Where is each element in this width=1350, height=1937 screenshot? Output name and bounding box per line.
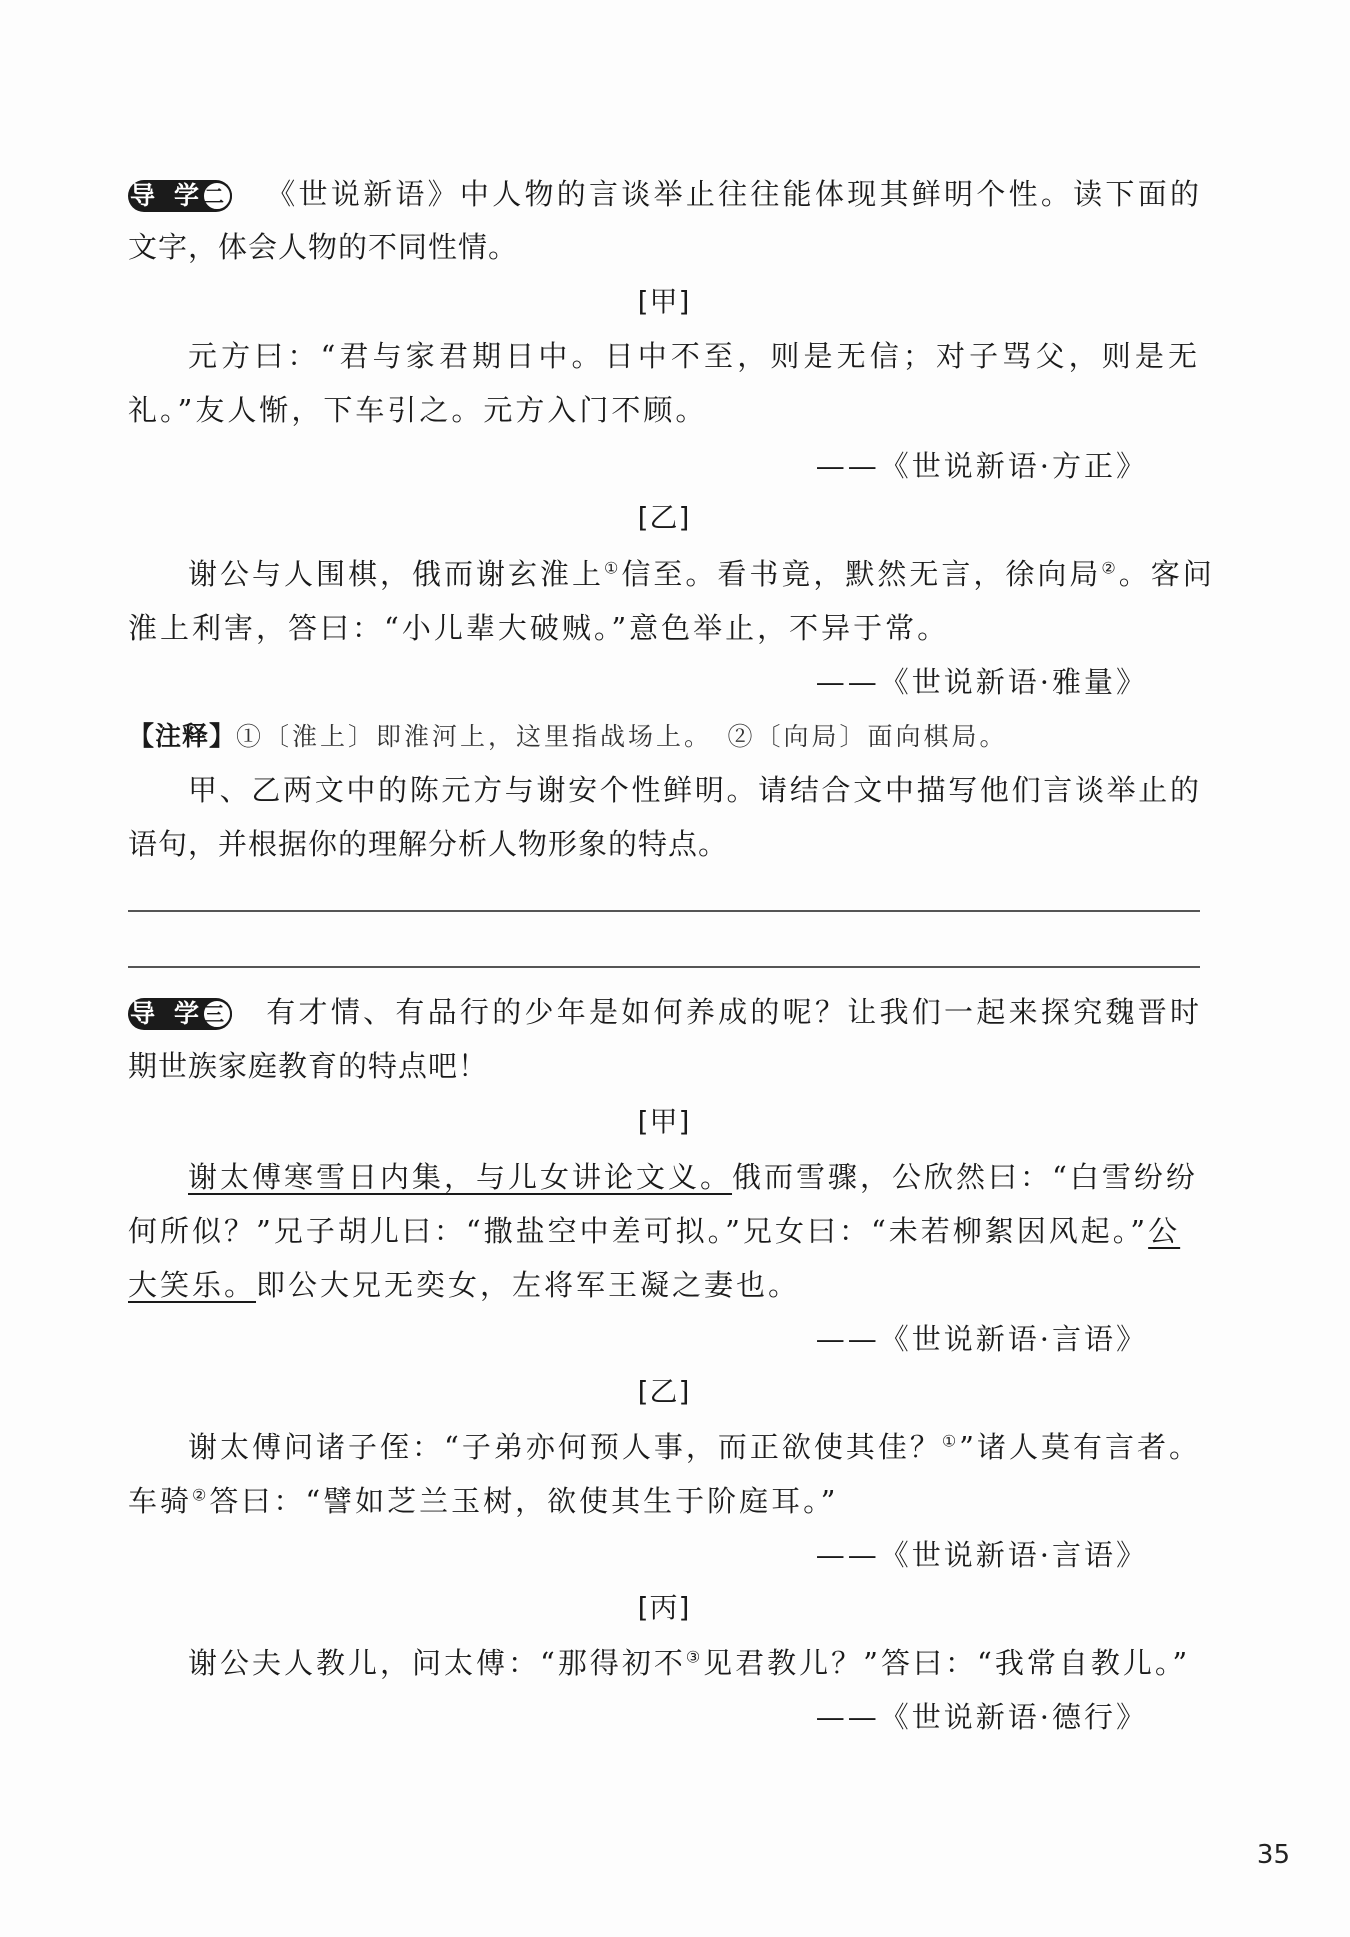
badge-number: 二 (202, 181, 232, 211)
footnote-ref-3: ③ (685, 1647, 704, 1667)
section2-note (128, 717, 1200, 755)
footnote-ref-1: ① (604, 558, 622, 578)
section2-jia-source: ——《世说新语·方正》 (815, 449, 1148, 483)
badge-number: 三 (202, 999, 232, 1029)
section3-yi-line2 (128, 1483, 1200, 1519)
section3-bing-line1 (188, 1645, 1200, 1681)
section2-yi-source: ——《世说新语·雅量》 (815, 665, 1148, 699)
section2-yi-line1 (188, 556, 1215, 592)
underlined-sentence-2-end: 大笑乐。 (128, 1268, 257, 1302)
footnote-ref-2: ② (192, 1485, 210, 1505)
section3-jia-label: [甲] (637, 1105, 691, 1138)
section2-yi-line1-a: 谢公与人围棋，俄而谢玄淮上 (188, 557, 605, 591)
section3-jia-line3-rest: 即公大兄无奕女，左将军王凝之妻也。 (256, 1268, 801, 1302)
section3-yi-line2-b: 答曰：“譬如芝兰玉树，欲使其生于阶庭耳。” (209, 1484, 839, 1518)
section3-yi-line2-a: 车骑 (128, 1484, 193, 1518)
section3-intro-text1: 有才情、有品行的少年是如何养成的呢？让我们一起来探究魏晋时 (264, 995, 1200, 1029)
section3-yi-line1 (188, 1429, 1200, 1465)
section2-jia-label: [甲] (637, 285, 691, 318)
section3-bing-label: [丙] (637, 1591, 691, 1624)
section3-bing-line1-a: 谢公夫人教儿，问太傅：“那得初不 (188, 1646, 686, 1680)
page-number: 35 (1256, 1840, 1290, 1870)
section2-yi-line1-c: 。客问 (1118, 557, 1215, 591)
section3-jia-line1 (188, 1159, 1200, 1195)
section3-jia-line3 (128, 1267, 1200, 1303)
badge-label: 导学 (130, 999, 200, 1028)
section3-jia-source: ——《世说新语·言语》 (815, 1322, 1148, 1356)
underlined-sentence-1: 谢太傅寒雪日内集，与儿女讲论文义。 (188, 1160, 733, 1194)
section3-intro-line2: 期世族家庭教育的特点吧！ (128, 1049, 489, 1083)
section2-intro-line2: 文字，体会人物的不同性情。 (128, 230, 519, 264)
badge-label: 导学 (130, 181, 200, 210)
section3-jia-line2 (128, 1213, 1200, 1249)
section3-badge (128, 996, 236, 1032)
footnote-ref-1: ① (941, 1431, 960, 1451)
section3-yi-source: ——《世说新语·言语》 (815, 1538, 1148, 1572)
answer-line-2[interactable] (128, 966, 1200, 968)
section3-yi-label: [乙] (637, 1375, 691, 1408)
section2-yi-line2: 淮上利害，答曰：“小儿辈大破贼。”意色举止，不异于常。 (128, 611, 950, 645)
section3-jia-line2-a: 何所似？”兄子胡儿曰：“撒盐空中差可拟。”兄女曰：“未若柳絮因风起。” (128, 1214, 1149, 1248)
section2-intro-text1: 《世说新语》中人物的言谈举止往往能体现其鲜明个性。读下面的 (264, 177, 1200, 211)
answer-line-1[interactable] (128, 910, 1200, 912)
section3-bing-line1-b: 见君教儿？”答曰：“我常自教儿。” (703, 1646, 1191, 1680)
section2-yi-label: [乙] (637, 501, 691, 534)
section2-jia-line2: 礼。”友人惭，下车引之。元方入门不顾。 (128, 393, 708, 427)
section2-question-line2: 语句，并根据你的理解分析人物形象的特点。 (128, 827, 729, 861)
section3-intro-line1 (128, 994, 1200, 1032)
section2-jia-line1: 元方曰：“君与家君期日中。日中不至，则是无信；对子骂父，则是无 (188, 339, 1200, 373)
section3-yi-line1-a: 谢太傅问诸子侄：“子弟亦何预人事，而正欲使其佳？ (188, 1430, 942, 1464)
section3-bing-source: ——《世说新语·德行》 (815, 1700, 1148, 1734)
section2-intro-line1 (128, 176, 1200, 214)
underlined-sentence-2-start: 公 (1148, 1214, 1181, 1248)
section2-badge (128, 178, 236, 214)
section3-jia-line1-rest: 俄而雪骤，公欣然曰：“白雪纷纷 (732, 1160, 1198, 1194)
section2-question-line1: 甲、乙两文中的陈元方与谢安个性鲜明。请结合文中描写他们言谈举止的 (188, 773, 1200, 807)
note-text: ①〔淮上〕即淮河上，这里指战场上。 ②〔向局〕面向棋局。 (236, 722, 1008, 751)
note-label: 【注释】 (128, 722, 237, 752)
footnote-ref-2: ② (1101, 558, 1119, 578)
section2-yi-line1-b: 信至。看书竟，默然无言，徐向局 (621, 557, 1102, 591)
section3-yi-line1-b: ”诸人莫有言者。 (959, 1430, 1201, 1464)
